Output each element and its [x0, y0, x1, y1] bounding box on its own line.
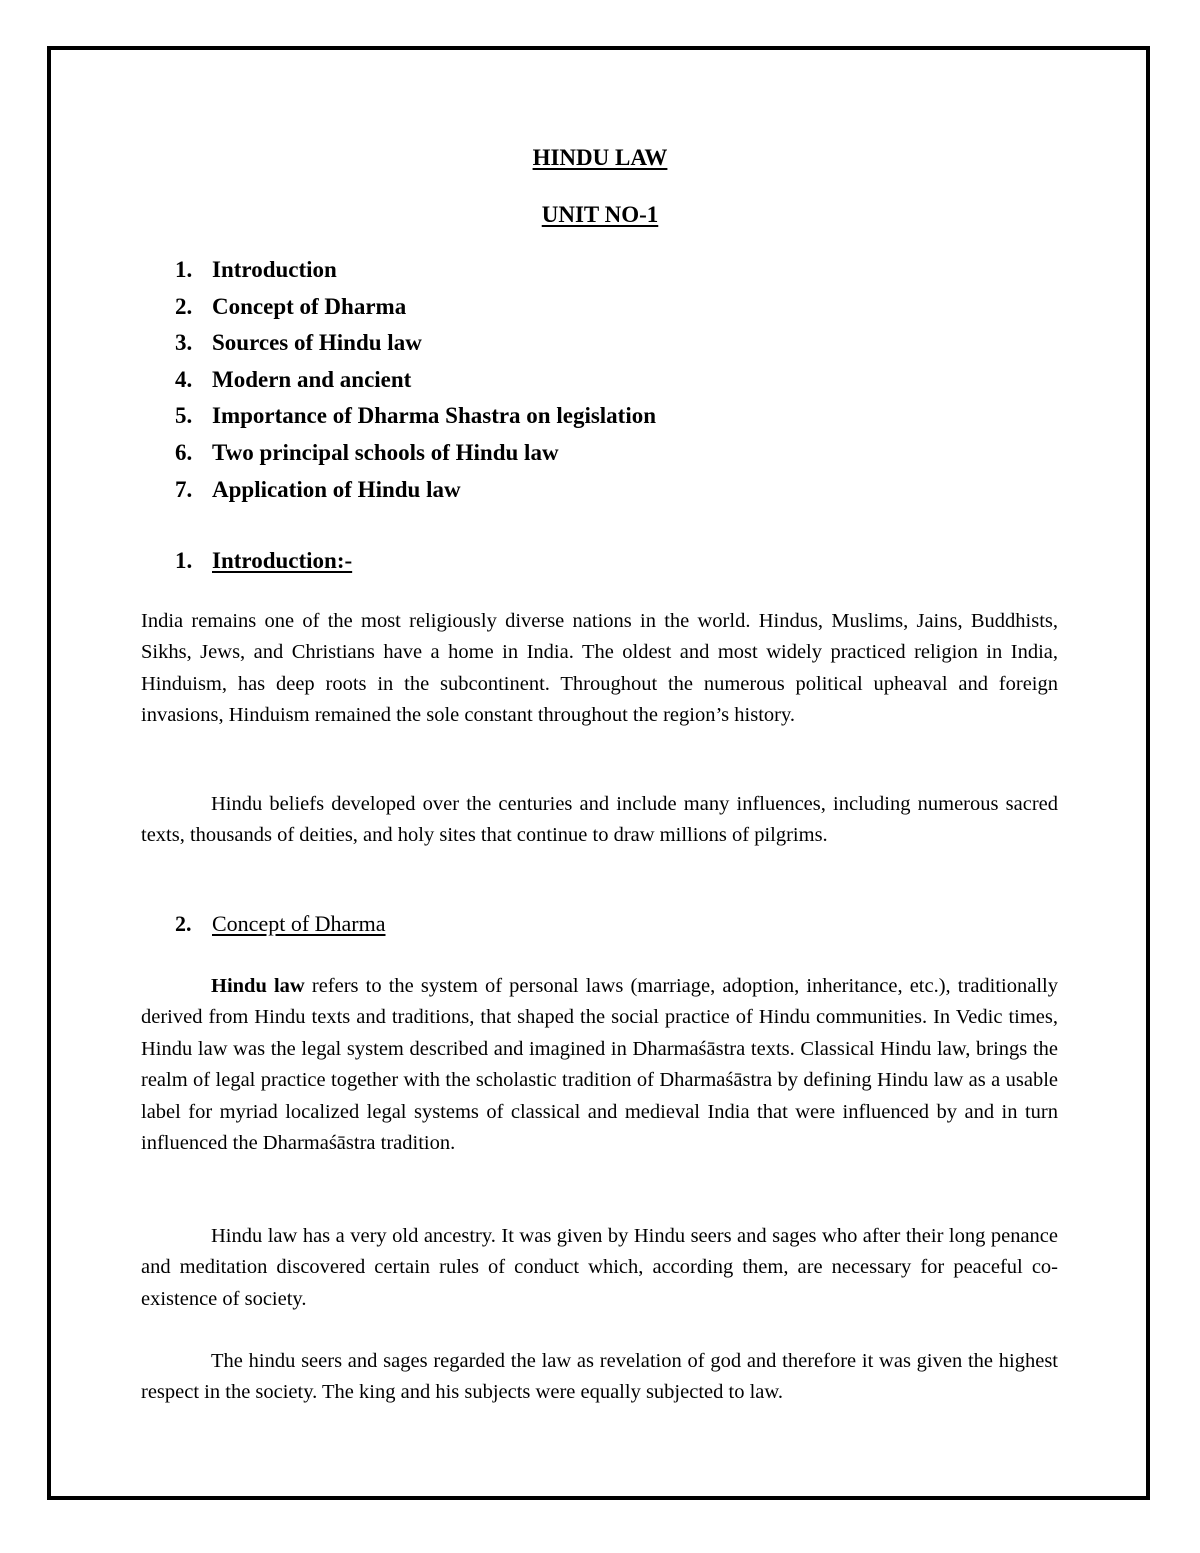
bold-term: Hindu law: [211, 975, 305, 997]
toc-item: 3. Sources of Hindu law: [175, 330, 422, 356]
dharma-paragraph-3: The hindu seers and sages regarded the law as revelation of god and therefore it was given the highest respect in the society. The king and his subjects were equally subjected to law.: [141, 1350, 1058, 1404]
table-of-contents: [175, 256, 656, 512]
toc-item: 1. Introduction: [175, 257, 337, 282]
toc-item: 6. Two principal schools of Hindu law: [175, 439, 559, 465]
section-heading-text: Introduction:-: [212, 548, 353, 573]
unit-title: UNIT NO-1: [541, 202, 659, 227]
section-heading-text: Concept of Dharma: [212, 911, 386, 936]
toc-item: 4. Modern and ancient: [175, 366, 412, 392]
section-number: 2.: [175, 911, 192, 936]
toc-item: 2. Concept of Dharma: [175, 293, 407, 319]
dharma-paragraph-1: Hindu law refers to the system of personal laws (marriage, adoption, inheritance, etc.), traditionally derived from Hindu texts and traditions, that shaped the social practice of Hindu communities. In Vedic times, Hindu law was the legal system described and imagined in Dharmaśāstra texts. Classical Hindu law, brings the realm of legal practice together with the scholastic tradition of Dharmaśāstra by defining Hindu law as a usable label for myriad localized legal systems of classical and medieval India that were influenced by and in turn influenced the Dharmaśāstra tradition.: [141, 975, 1058, 1155]
dharma-paragraph-2: Hindu law has a very old ancestry. It was given by Hindu seers and sages who after their long penance and meditation discovered certain rules of conduct which, according them, are necessary for peaceful co-existence of society.: [141, 1225, 1058, 1310]
toc-item: 5. Importance of Dharma Shastra on legislation: [175, 403, 657, 429]
intro-paragraph-2: Hindu beliefs developed over the centuries and include many influences, including numerous sacred texts, thousands of deities, and holy sites that continue to draw millions of pilgrims.: [141, 793, 1058, 847]
toc-item: 7. Application of Hindu law: [175, 476, 461, 502]
intro-paragraph-1: India remains one of the most religiously diverse nations in the world. Hindus, Muslims, Jains, Buddhists, Sikhs, Jews, and Christians have a home in India. The oldest and most widely practiced religion in India, Hinduism, has deep roots in the subcontinent. Throughout the numerous political upheaval and foreign invasions, Hinduism remained the sole constant throughout the region’s history.: [141, 610, 1058, 727]
section-heading-dharma: [175, 911, 386, 937]
section-heading-introduction: [175, 548, 352, 574]
section-number: 1.: [175, 548, 193, 573]
document-title: HINDU LAW: [532, 145, 668, 170]
